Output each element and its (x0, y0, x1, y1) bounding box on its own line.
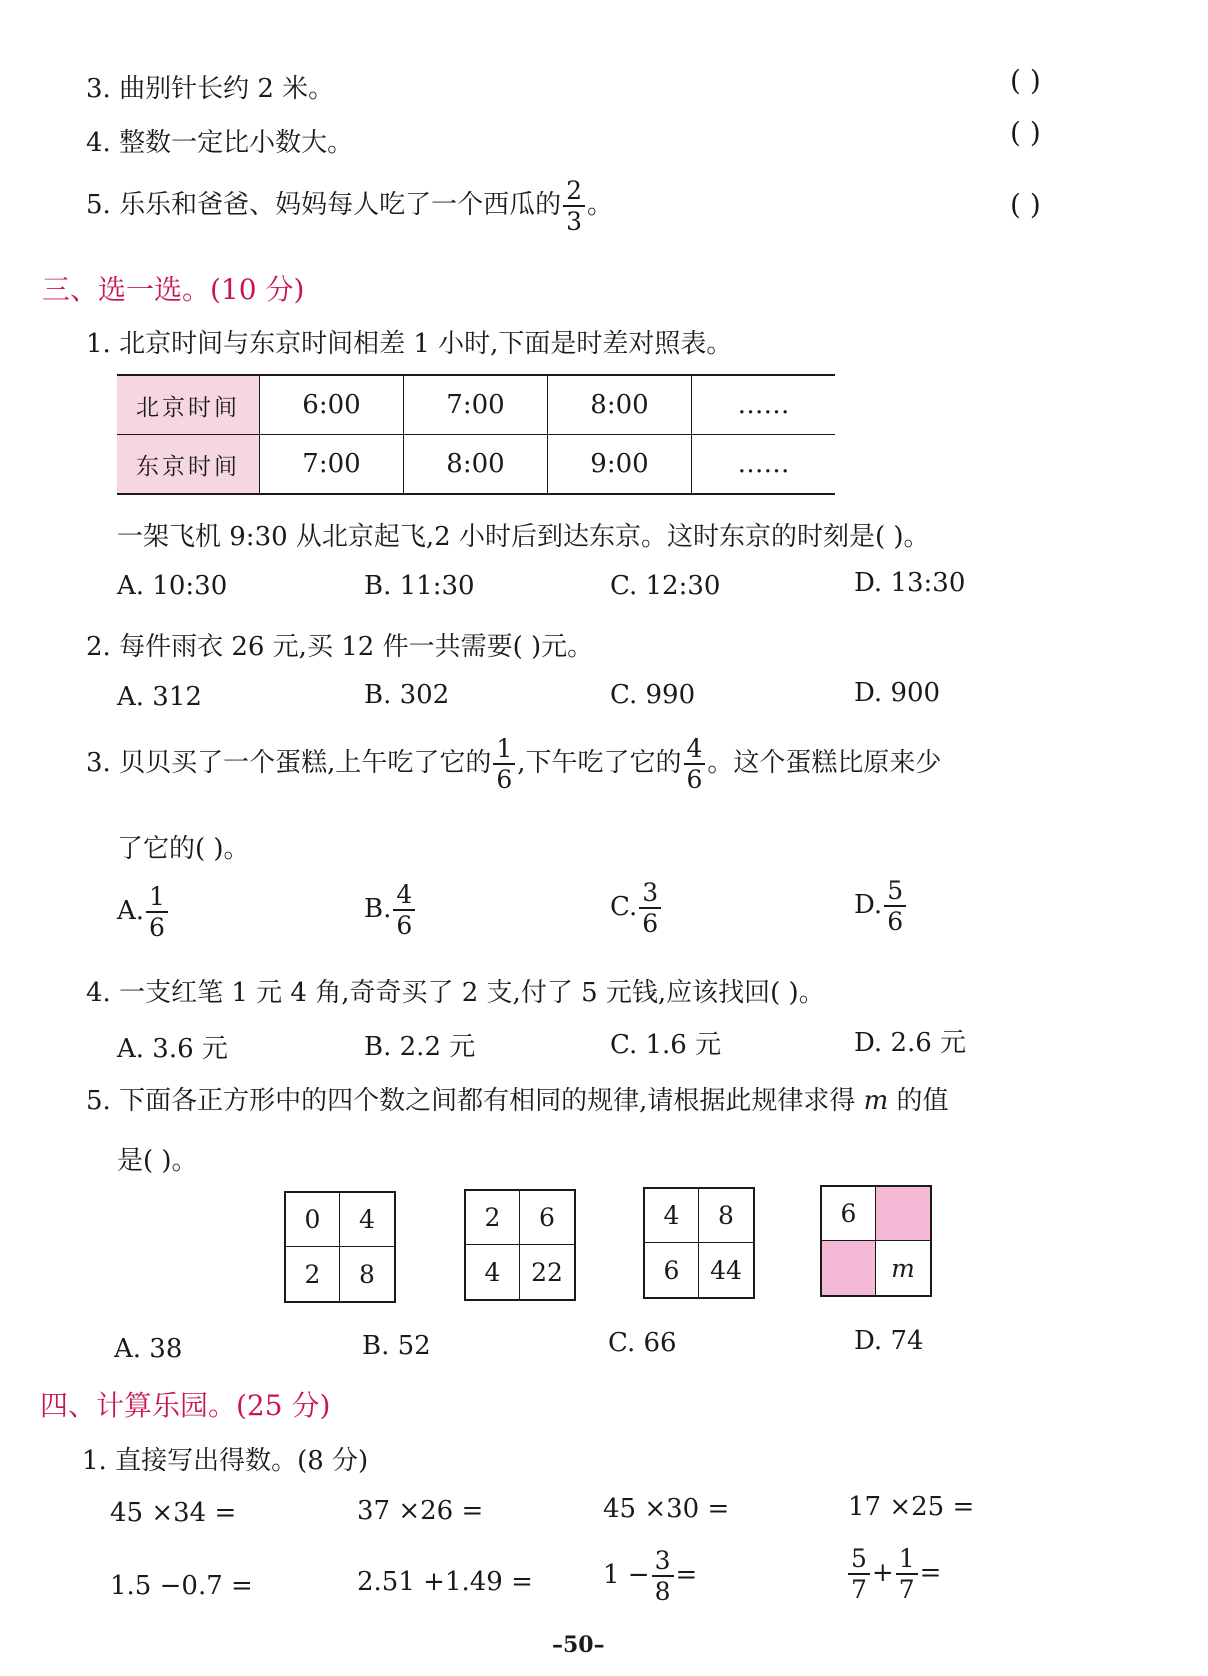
option-d[interactable]: D. 74 (854, 1326, 924, 1356)
option-d[interactable]: D. 2.6 元 (854, 1028, 967, 1058)
calc-item: 1 − $\frac{3}{8}$ = (603, 1546, 698, 1606)
calc-item: 45 ×34 = (110, 1498, 237, 1528)
question-stem: 1. 北京时间与东京时间相差 1 小时,下面是时差对照表。 (86, 329, 733, 359)
table-cell: 8:00 (548, 375, 692, 435)
option-b[interactable]: B. 52 (362, 1331, 431, 1361)
option-c[interactable]: C. 12:30 (610, 571, 721, 601)
question-stem: 2. 每件雨衣 26 元,买 12 件一共需要( )元。 (86, 632, 594, 662)
table-cell: …… (692, 375, 836, 435)
fraction: $\frac{3}{8}$ (652, 1548, 674, 1604)
answer-paren[interactable]: ( ) (1010, 64, 1041, 97)
fraction: $\frac{3}{6}$ (639, 880, 661, 936)
page-number: –50– (552, 1632, 605, 1658)
option-c[interactable]: C. $\frac{3}{6}$ (610, 880, 663, 936)
tf-item-3: 3. 曲别针长约 2 米。 (86, 74, 335, 104)
option-d[interactable]: D. 13:30 (854, 568, 966, 598)
table-cell: 8:00 (404, 435, 548, 495)
fraction: $\frac{1}{6}$ (146, 884, 168, 940)
question-stem: 3. 贝贝买了一个蛋糕,上午吃了它的 $\frac{1}{6}$ ,下午吃了它的 $\frac{4}{6}$ 。这个蛋糕比原来少 (86, 734, 942, 794)
option-d[interactable]: D. $\frac{5}{6}$ (854, 878, 908, 934)
row-header: 东京时间 (117, 435, 260, 495)
number-square: 2 6 4 22 (464, 1189, 576, 1301)
fraction: $\frac{2}{3}$ (563, 178, 585, 234)
option-a[interactable]: A. $\frac{1}{6}$ (117, 884, 170, 940)
option-a[interactable]: A. 312 (117, 682, 202, 712)
option-a[interactable]: A. 10:30 (117, 571, 228, 601)
row-header: 北京时间 (117, 375, 260, 435)
calc-item: 2.51 +1.49 = (357, 1567, 533, 1597)
option-c[interactable]: C. 990 (610, 680, 696, 710)
tf-item-5: 5. 乐乐和爸爸、妈妈每人吃了一个西瓜的 $\frac{2}{3}$ 。 (86, 176, 613, 236)
calc-item: $\frac{5}{7}$ + $\frac{1}{7}$ = (846, 1546, 941, 1602)
tf-item-4: 4. 整数一定比小数大。 (86, 128, 354, 158)
question-text: 是( )。 (117, 1146, 198, 1176)
table-row (117, 435, 835, 495)
number-square: 0 4 2 8 (284, 1191, 396, 1303)
calc-item: 17 ×25 = (848, 1492, 975, 1522)
table-cell: 7:00 (260, 435, 404, 495)
fraction: $\frac{4}{6}$ (393, 882, 415, 938)
option-b[interactable]: B. 302 (364, 680, 450, 710)
question-text: 一架飞机 9:30 从北京起飞,2 小时后到达东京。这时东京的时刻是( )。 (117, 522, 930, 552)
table-cell: 9:00 (548, 435, 692, 495)
option-a[interactable]: A. 3.6 元 (117, 1034, 228, 1064)
fraction: $\frac{4}{6}$ (684, 736, 706, 792)
question-stem: 1. 直接写出得数。(8 分) (82, 1446, 369, 1476)
fraction: $\frac{1}{7}$ (896, 1546, 918, 1602)
calc-item: 45 ×30 = (603, 1494, 730, 1524)
answer-paren[interactable]: ( ) (1010, 188, 1041, 221)
time-difference-table (117, 374, 835, 495)
number-square-unknown: 6 m (820, 1185, 932, 1297)
option-b[interactable]: B. $\frac{4}{6}$ (364, 882, 417, 938)
table-cell: 7:00 (404, 375, 548, 435)
section-title: 四、计算乐园。(25 分) (40, 1389, 331, 1422)
option-b[interactable]: B. 11:30 (364, 571, 475, 601)
fraction: $\frac{5}{6}$ (884, 878, 906, 934)
number-square: 4 8 6 44 (643, 1187, 755, 1299)
fraction: $\frac{5}{7}$ (848, 1546, 870, 1602)
option-c[interactable]: C. 66 (608, 1328, 677, 1358)
table-cell: 6:00 (260, 375, 404, 435)
calc-item: 37 ×26 = (357, 1496, 484, 1526)
table-row (117, 375, 835, 435)
question-stem: 4. 一支红笔 1 元 4 角,奇奇买了 2 支,付了 5 元钱,应该找回( )。 (86, 978, 825, 1008)
option-c[interactable]: C. 1.6 元 (610, 1030, 722, 1060)
section-title: 三、选一选。(10 分) (42, 273, 305, 306)
option-d[interactable]: D. 900 (854, 678, 941, 708)
question-text: 了它的( )。 (117, 834, 250, 864)
option-b[interactable]: B. 2.2 元 (364, 1032, 476, 1062)
option-a[interactable]: A. 38 (114, 1334, 183, 1364)
answer-paren[interactable]: ( ) (1010, 116, 1041, 149)
calc-item: 1.5 −0.7 = (110, 1571, 253, 1601)
question-stem: 5. 下面各正方形中的四个数之间都有相同的规律,请根据此规律求得 m 的值 (86, 1086, 949, 1116)
fraction: $\frac{1}{6}$ (493, 736, 515, 792)
table-cell: …… (692, 435, 836, 495)
